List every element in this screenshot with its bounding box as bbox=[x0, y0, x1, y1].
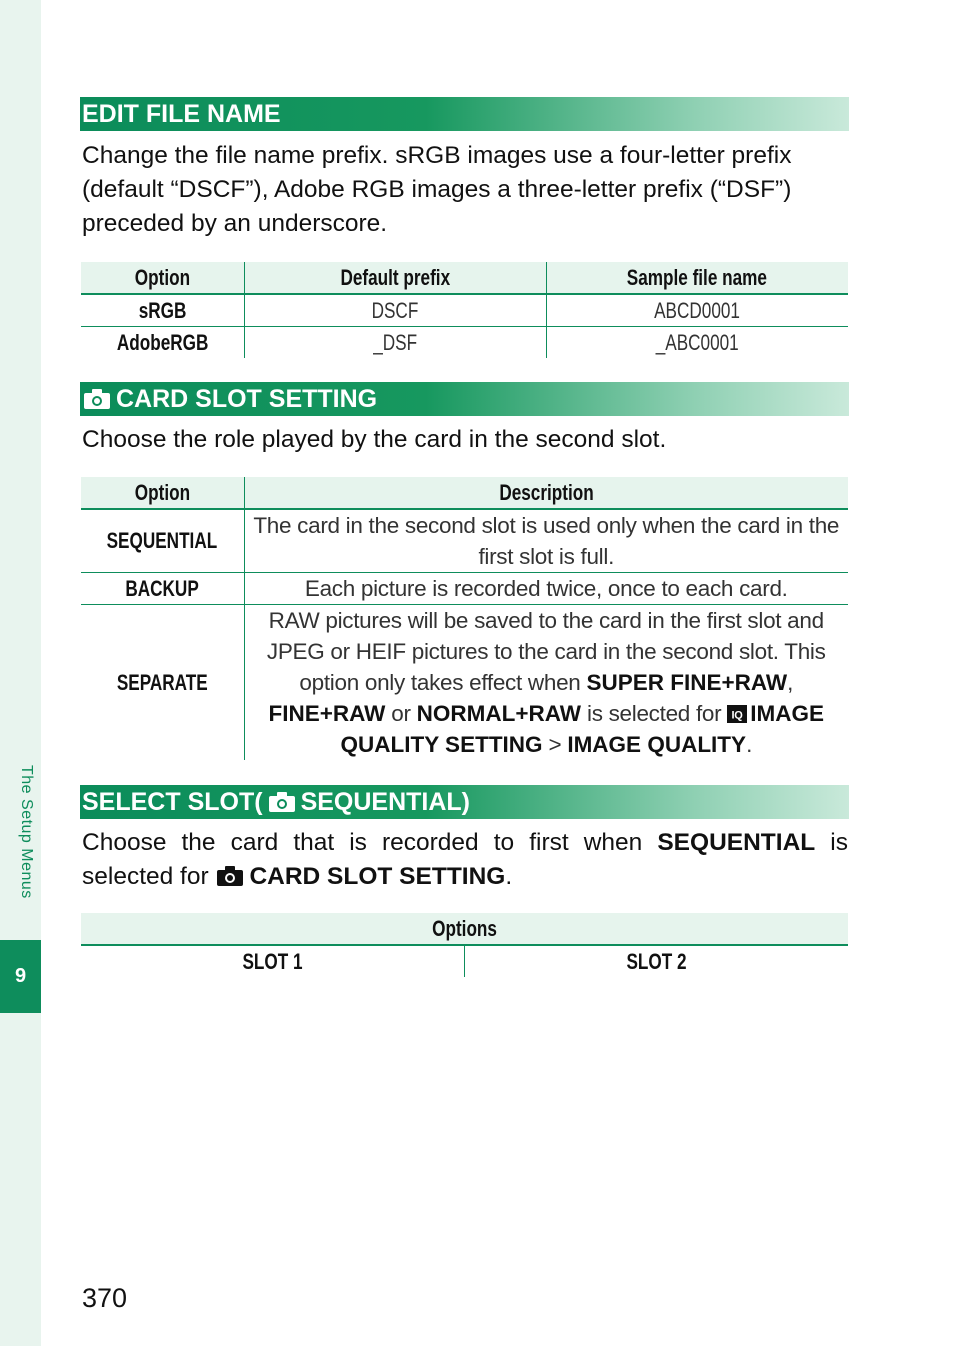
table-row bbox=[81, 945, 848, 977]
menu-term: SUPER FINE+RAW bbox=[586, 670, 788, 695]
menu-term: FINE+RAW bbox=[268, 701, 386, 726]
desc-text: . bbox=[746, 732, 753, 757]
option-cell: SLOT 2 bbox=[626, 948, 687, 974]
section-intro bbox=[82, 139, 848, 241]
section-header-edit-file-name bbox=[80, 97, 849, 131]
option-cell: AdobeRGB bbox=[116, 329, 209, 355]
table-header-row bbox=[81, 913, 848, 945]
column-header: Option bbox=[134, 479, 190, 505]
slot-options-table bbox=[81, 913, 848, 977]
section-header-select-slot bbox=[80, 785, 849, 819]
section-intro bbox=[82, 423, 848, 457]
column-header: Option bbox=[134, 264, 190, 290]
svg-text:IQ: IQ bbox=[731, 709, 743, 722]
section-title: CARD SLOT SETTING bbox=[116, 385, 378, 413]
column-header: Default prefix bbox=[340, 264, 450, 290]
table-row bbox=[81, 327, 848, 359]
section-title: SELECT SLOT( bbox=[82, 788, 263, 816]
table-row bbox=[81, 509, 848, 573]
column-header: Options bbox=[432, 915, 497, 941]
option-cell: BACKUP bbox=[125, 575, 199, 601]
table-header-row bbox=[81, 262, 848, 294]
table-cell: DSCF bbox=[371, 297, 419, 323]
option-cell: SLOT 1 bbox=[242, 948, 303, 974]
side-strip bbox=[0, 0, 41, 1346]
table-row bbox=[81, 294, 848, 327]
chapter-tab bbox=[0, 940, 41, 1013]
table-row bbox=[81, 605, 848, 761]
menu-term: CARD SLOT SETTING bbox=[249, 863, 506, 890]
option-cell: SEQUENTIAL bbox=[106, 528, 218, 553]
table-cell: ABCD0001 bbox=[654, 297, 741, 323]
desc-text: is selected for bbox=[581, 701, 728, 726]
option-cell: sRGB bbox=[138, 297, 187, 323]
column-header: Description bbox=[499, 479, 594, 505]
desc-text: RAW pictures will be saved to the card in the first slot and JPEG or HEIF pictures to the card in the second slot. This option only takes effect when bbox=[266, 608, 826, 695]
section-intro bbox=[82, 826, 848, 894]
card-slot-table bbox=[81, 477, 848, 760]
table-cell: _ABC0001 bbox=[655, 329, 739, 355]
desc-text: > bbox=[542, 732, 568, 757]
chapter-number: 9 bbox=[14, 965, 27, 987]
intro-text: Choose the card that is recorded to first when bbox=[82, 829, 658, 856]
table-cell: _DSF bbox=[373, 329, 417, 355]
desc-text: or bbox=[385, 701, 417, 726]
page-number: 370 bbox=[82, 1283, 128, 1313]
description-cell: The card in the second slot is used only when the card in the first slot is full. bbox=[244, 509, 848, 573]
intro-text: is selected for bbox=[82, 829, 848, 890]
table-row bbox=[81, 573, 848, 605]
intro-text: Change the file name prefix. sRGB images use a four-letter prefix (default “DSCF”), Adobe RGB images a three-letter prefix (“DSF”) preceded by an underscore. bbox=[82, 142, 792, 237]
camera-icon bbox=[267, 791, 297, 813]
chapter-label: The Setup Menus bbox=[18, 765, 35, 899]
image-quality-icon bbox=[727, 705, 747, 723]
section-title: EDIT FILE NAME bbox=[82, 100, 281, 128]
column-header: Sample file name bbox=[627, 264, 768, 290]
camera-icon bbox=[215, 865, 245, 887]
desc-text: , bbox=[787, 670, 794, 695]
description-cell: Each picture is recorded twice, once to each card. bbox=[244, 573, 848, 605]
description-cell bbox=[244, 605, 848, 761]
section-header-card-slot-setting bbox=[80, 382, 849, 416]
option-cell: SEPARATE bbox=[116, 669, 208, 695]
intro-text: . bbox=[505, 863, 513, 890]
menu-term: NORMAL+RAW bbox=[416, 701, 582, 726]
section-title: SEQUENTIAL) bbox=[300, 788, 471, 816]
menu-term: SEQUENTIAL bbox=[657, 829, 816, 856]
intro-text: Choose the role played by the card in the second slot. bbox=[82, 426, 667, 453]
menu-term: IMAGE QUALITY bbox=[567, 732, 747, 757]
menu-term: IMAGE QUALITY SETTING bbox=[340, 701, 825, 757]
table-header-row bbox=[81, 477, 848, 509]
prefix-table bbox=[81, 262, 848, 358]
camera-icon bbox=[82, 388, 112, 410]
